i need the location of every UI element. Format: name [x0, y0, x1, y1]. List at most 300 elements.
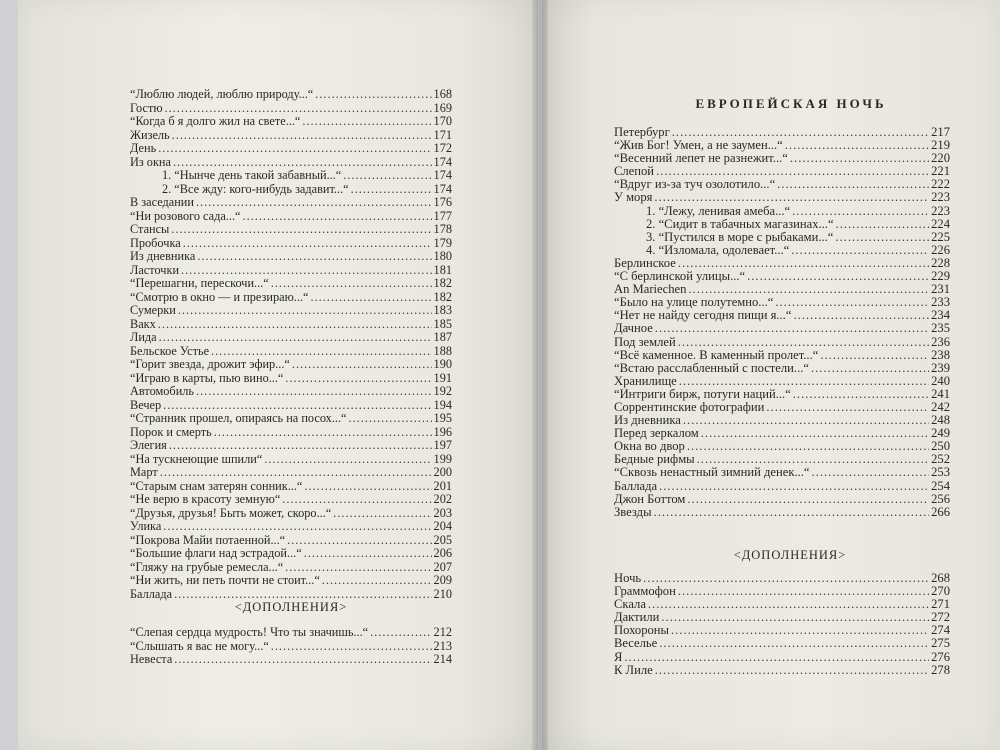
- dot-leader: [687, 440, 929, 453]
- toc-entry: [614, 637, 950, 650]
- toc-entry-title: Веселье: [614, 636, 658, 651]
- dot-leader: [351, 183, 432, 197]
- dot-leader: [163, 399, 431, 413]
- dot-leader: [173, 156, 432, 170]
- toc-entry-title: Под землей: [614, 334, 676, 349]
- toc-entry-page: 187: [433, 330, 452, 344]
- toc-entry-title: Гостю: [130, 100, 163, 115]
- toc-entry-page: 274: [931, 623, 950, 638]
- dot-leader: [169, 439, 432, 453]
- toc-entry-title: “Горит звезда, дрожит эфир...“: [130, 357, 290, 371]
- toc-entry-page: 226: [931, 242, 950, 257]
- dot-leader: [793, 309, 929, 322]
- toc-entry-title: Дачное: [614, 321, 653, 336]
- toc-entry-page: 181: [433, 262, 452, 277]
- dot-leader: [683, 414, 929, 427]
- toc-entry-title: Лида: [130, 330, 157, 344]
- dot-leader: [310, 291, 431, 305]
- toc-entry: [130, 412, 452, 426]
- toc-entry-page: 206: [433, 546, 452, 560]
- dot-leader: [271, 277, 432, 291]
- toc-entry: [130, 102, 452, 116]
- dot-leader: [836, 218, 930, 231]
- toc-entry-title: Вечер: [130, 397, 162, 412]
- toc-entry: [614, 309, 950, 322]
- toc-entry-title: “Ни розового сада...“: [130, 208, 241, 223]
- toc-entry-title: Хранилище: [614, 373, 677, 388]
- toc-entry-title: “Перешагни, перескочи...“: [130, 276, 269, 290]
- toc-entry: [614, 651, 950, 664]
- toc-entry-title: “Гляжу на грубые ремесла...“: [130, 559, 284, 574]
- toc-entry-page: 196: [433, 424, 452, 439]
- toc-entry: [614, 218, 950, 231]
- dot-leader: [785, 139, 929, 152]
- dot-leader: [302, 115, 431, 129]
- dot-leader: [171, 223, 431, 237]
- toc-entry-page: 256: [931, 491, 950, 506]
- toc-entry-title: “Люблю людей, люблю природу...“: [130, 87, 314, 101]
- toc-entry-page: 203: [433, 505, 452, 520]
- toc-entry: [614, 585, 950, 598]
- toc-entry-page: 228: [931, 255, 950, 270]
- dot-leader: [183, 237, 432, 251]
- dot-leader: [349, 412, 432, 426]
- toc-entry-title: Похороны: [614, 623, 669, 638]
- toc-entry-page: 182: [433, 276, 452, 290]
- toc-entry: [130, 88, 452, 102]
- toc-entry-title: An Mariechen: [614, 282, 687, 297]
- toc-entry-title: Ночь: [614, 571, 642, 585]
- toc-entry-page: 276: [931, 649, 950, 664]
- dot-leader: [679, 375, 929, 388]
- toc-entry: [614, 362, 950, 375]
- dot-leader: [792, 205, 929, 218]
- toc-entry-page: 220: [931, 151, 950, 166]
- dot-leader: [655, 664, 929, 677]
- dot-leader: [196, 196, 432, 210]
- toc-entry-page: 176: [433, 195, 452, 209]
- toc-entry-page: 223: [931, 203, 950, 218]
- toc-entry-title: Петербург: [614, 125, 670, 139]
- toc-entry-page: 217: [931, 125, 950, 139]
- dot-leader: [214, 426, 432, 440]
- toc-entry: [130, 331, 452, 345]
- dot-leader: [158, 318, 432, 332]
- toc-entry-title: Из дневника: [614, 413, 681, 428]
- toc-entry-title: Слепой: [614, 164, 655, 179]
- toc-entry: [614, 480, 950, 493]
- toc-entry-title: Бедные рифмы: [614, 452, 695, 467]
- dot-leader: [747, 270, 929, 283]
- toc-entry-page: 212: [433, 625, 452, 639]
- toc-entry-title: “Когда б я долго жил на свете...“: [130, 114, 301, 128]
- dot-leader: [165, 102, 432, 116]
- toc-entry: [130, 626, 452, 640]
- dot-leader: [174, 588, 431, 602]
- toc-entry-page: 190: [433, 357, 452, 371]
- toc-entry-page: 252: [931, 452, 950, 467]
- toc-entry: [130, 534, 452, 548]
- dot-leader: [243, 210, 432, 224]
- toc-entry-page: 177: [433, 208, 452, 223]
- toc-entry: [614, 349, 950, 362]
- dot-leader: [648, 598, 929, 611]
- toc-entry-title: Жизель: [130, 127, 170, 142]
- toc-entry-page: 169: [433, 100, 452, 115]
- toc-entry: [130, 115, 452, 129]
- toc-entry-title: Баллада: [130, 586, 173, 601]
- dot-leader: [174, 653, 431, 667]
- toc-entry-title: “Большие флаги над эстрадой...“: [130, 546, 302, 560]
- toc-entry-title: Пробочка: [130, 235, 181, 250]
- toc-entry: [614, 375, 950, 388]
- toc-entry-title: “Встаю расслабленный с постели...“: [614, 360, 809, 375]
- toc-entry: [614, 322, 950, 335]
- toc-entry-title: Ласточки: [130, 262, 180, 277]
- toc-entry-title: 1. “Нынче день такой забавный...“: [162, 168, 342, 182]
- toc-entry-title: “Старым снам затерян сонник...“: [130, 478, 303, 493]
- toc-entry-page: 238: [931, 347, 950, 362]
- dot-leader: [671, 624, 929, 637]
- toc-entry-title: “Не верю в красоту земную“: [130, 492, 281, 506]
- toc-entry-page: 201: [433, 478, 452, 493]
- dot-leader: [659, 480, 929, 493]
- toc-entry-title: Бельское Устье: [130, 343, 210, 358]
- toc-entry-title: Звезды: [614, 504, 652, 519]
- toc-entry: [614, 336, 950, 349]
- toc-entry-page: 272: [931, 610, 950, 625]
- dot-leader: [322, 574, 432, 588]
- toc-entry-title: “С берлинской улицы...“: [614, 269, 746, 284]
- toc-entry: [130, 453, 452, 467]
- toc-entry-page: 192: [433, 384, 452, 398]
- toc-entry-title: “Жив Бог! Умен, а не заумен...“: [614, 138, 783, 153]
- toc-entry-page: 170: [433, 114, 452, 128]
- right-toc-list: [614, 126, 950, 519]
- toc-entry-title: Джон Боттом: [614, 491, 686, 506]
- dot-leader: [777, 178, 929, 191]
- toc-entry: [130, 385, 452, 399]
- toc-entry-title: Вакх: [130, 316, 156, 331]
- dot-leader: [775, 296, 929, 309]
- toc-entry-title: Окна во двор: [614, 439, 685, 454]
- toc-entry-page: 235: [931, 321, 950, 336]
- toc-entry-title: Порок и смерть: [130, 424, 212, 439]
- toc-entry: [614, 191, 950, 204]
- toc-entry-title: Сумерки: [130, 303, 176, 317]
- dot-leader: [163, 520, 431, 534]
- toc-entry-page: 231: [931, 282, 950, 297]
- toc-entry-page: 275: [931, 636, 950, 651]
- toc-entry: [130, 466, 452, 480]
- toc-entry-page: 233: [931, 295, 950, 310]
- dot-leader: [812, 466, 930, 479]
- dot-leader: [172, 129, 432, 143]
- toc-entry: [130, 480, 452, 494]
- toc-entry: [130, 588, 452, 602]
- toc-entry: [614, 178, 950, 191]
- toc-entry: [130, 358, 452, 372]
- toc-entry-title: Невеста: [130, 652, 173, 666]
- toc-entry-title: 1. “Лежу, ленивая амеба...“: [646, 203, 791, 218]
- toc-entry-title: Перед зеркалом: [614, 426, 699, 441]
- toc-entry: [614, 506, 950, 519]
- toc-entry-title: Из окна: [130, 154, 171, 169]
- toc-entry-title: “Вдруг из-за туч озолотило...“: [614, 177, 776, 192]
- toc-entry-page: 174: [433, 168, 452, 182]
- toc-entry: [614, 466, 950, 479]
- dot-leader: [333, 507, 431, 521]
- toc-entry-title: Дактили: [614, 610, 660, 625]
- dot-leader: [793, 388, 929, 401]
- book-gutter: [532, 0, 548, 750]
- toc-entry-page: 195: [433, 411, 452, 425]
- toc-entry-page: 168: [433, 87, 452, 101]
- toc-entry-title: Из дневника: [130, 249, 196, 263]
- toc-entry: [130, 507, 452, 521]
- toc-entry: [130, 304, 452, 318]
- dot-leader: [264, 453, 431, 467]
- toc-entry-page: 209: [433, 573, 452, 587]
- toc-entry: [130, 210, 452, 224]
- dot-leader: [624, 651, 929, 664]
- dot-leader: [655, 322, 929, 335]
- toc-entry-title: День: [130, 141, 157, 155]
- dot-leader: [643, 572, 929, 585]
- toc-entry-title: “Интриги бирж, потуги наций...“: [614, 386, 791, 401]
- toc-entry-title: К Лиле: [614, 662, 653, 677]
- toc-entry-page: 172: [433, 141, 452, 155]
- dot-leader: [343, 169, 431, 183]
- toc-entry-page: 213: [433, 638, 452, 653]
- toc-entry-page: 254: [931, 478, 950, 493]
- toc-entry: [130, 196, 452, 210]
- toc-entry: [130, 547, 452, 561]
- toc-entry: [130, 426, 452, 440]
- dot-leader: [282, 493, 431, 507]
- toc-entry: [130, 142, 452, 156]
- toc-entry: [614, 598, 950, 611]
- toc-entry: [614, 493, 950, 506]
- toc-entry: [130, 183, 452, 197]
- toc-entry-page: 207: [433, 559, 452, 574]
- dot-leader: [315, 88, 431, 102]
- toc-entry-title: “Слышать я вас не могу...“: [130, 638, 269, 653]
- dot-leader: [791, 244, 929, 257]
- dot-leader: [654, 506, 930, 519]
- toc-entry-page: 180: [433, 249, 452, 263]
- dot-leader: [197, 250, 431, 264]
- dot-leader: [285, 372, 431, 386]
- toc-entry-title: Берлинское: [614, 255, 676, 270]
- toc-entry-title: “Было на улице полутемно...“: [614, 295, 774, 310]
- toc-entry-page: 222: [931, 177, 950, 192]
- toc-entry-page: 202: [433, 492, 452, 506]
- toc-entry: [614, 231, 950, 244]
- toc-entry: [130, 250, 452, 264]
- toc-entry: [130, 399, 452, 413]
- toc-entry: [130, 318, 452, 332]
- toc-entry-title: “Играю в карты, пью вино...“: [130, 370, 284, 385]
- toc-entry: [130, 264, 452, 278]
- dot-leader: [790, 152, 929, 165]
- toc-entry-page: 253: [931, 465, 950, 480]
- toc-entry: [130, 640, 452, 654]
- toc-entry-page: 179: [433, 235, 452, 250]
- toc-entry-title: Март: [130, 465, 158, 479]
- dot-leader: [158, 142, 431, 156]
- toc-entry: [130, 574, 452, 588]
- toc-entry-page: 242: [931, 399, 950, 414]
- toc-entry-page: 214: [433, 652, 452, 666]
- toc-entry-title: “Ни жить, ни петь почти не стоит...“: [130, 573, 320, 587]
- toc-entry: [130, 223, 452, 237]
- right-section-title: ЕВРОПЕЙСКАЯ НОЧЬ: [695, 96, 887, 111]
- toc-entry-page: 188: [433, 343, 452, 358]
- dot-leader: [654, 191, 929, 204]
- toc-entry-page: 182: [433, 289, 452, 304]
- toc-entry-title: 2. “Все жду: кого-нибудь задавит...“: [162, 181, 349, 196]
- left-toc-list: [130, 88, 452, 601]
- toc-entry-title: 4. “Изломала, одолевает...“: [646, 242, 790, 257]
- toc-entry-page: 210: [433, 586, 452, 601]
- dot-leader: [659, 637, 929, 650]
- dot-leader: [701, 427, 929, 440]
- toc-entry-page: 178: [433, 222, 452, 236]
- toc-entry-title: У моря: [614, 190, 653, 205]
- toc-entry: [130, 561, 452, 575]
- toc-entry-title: “Слепая сердца мудрость! Что ты значишь...“: [130, 625, 369, 639]
- toc-entry-title: “Нет не найду сегодня пищи я...“: [614, 308, 792, 323]
- toc-entry-page: 205: [433, 532, 452, 547]
- toc-entry-page: 171: [433, 127, 452, 142]
- dot-leader: [661, 611, 929, 624]
- toc-entry-page: 191: [433, 370, 452, 385]
- dot-leader: [820, 349, 929, 362]
- dot-leader: [178, 304, 432, 318]
- dot-leader: [160, 466, 432, 480]
- toc-entry-page: 239: [931, 360, 950, 375]
- toc-entry-title: Я: [614, 649, 623, 664]
- dot-leader: [370, 626, 431, 640]
- toc-entry: [130, 345, 452, 359]
- toc-entry-title: Баллада: [614, 478, 658, 493]
- toc-entry-title: “На тускнеющие шпили“: [130, 451, 263, 466]
- toc-entry-page: 185: [433, 316, 452, 331]
- toc-entry-title: Соррентинские фотографии: [614, 399, 765, 414]
- toc-entry: [614, 664, 950, 677]
- toc-entry: [130, 237, 452, 251]
- toc-entry-title: “Весенний лепет не разнежит...“: [614, 151, 788, 166]
- dot-leader: [271, 640, 432, 654]
- dot-leader: [292, 358, 432, 372]
- toc-entry-page: 240: [931, 373, 950, 388]
- toc-entry-page: 234: [931, 308, 950, 323]
- toc-entry: [130, 493, 452, 507]
- toc-entry-page: 174: [433, 154, 452, 169]
- toc-entry-title: “Смотрю в окно — и презираю...“: [130, 289, 309, 304]
- toc-entry-page: 278: [931, 662, 950, 677]
- dot-leader: [181, 264, 432, 278]
- toc-entry-page: 224: [931, 216, 950, 231]
- dot-leader: [196, 385, 432, 399]
- dot-leader: [304, 547, 432, 561]
- toc-entry-page: 204: [433, 519, 452, 533]
- toc-entry-page: 223: [931, 190, 950, 205]
- toc-entry-page: 268: [931, 571, 950, 585]
- toc-entry: [130, 653, 452, 667]
- toc-entry-page: 229: [931, 269, 950, 284]
- toc-entry-title: 3. “Пустился в море с рыбаками...“: [646, 229, 834, 244]
- left-supplement-list: [130, 626, 452, 667]
- toc-entry-page: 221: [931, 164, 950, 179]
- toc-entry-page: 249: [931, 426, 950, 441]
- toc-entry-page: 266: [931, 504, 950, 519]
- toc-entry: [130, 439, 452, 453]
- toc-entry-page: 270: [931, 584, 950, 599]
- toc-entry-page: 199: [433, 451, 452, 466]
- dot-leader: [811, 362, 929, 375]
- toc-entry: [130, 169, 452, 183]
- toc-entry: [130, 291, 452, 305]
- toc-entry-page: 271: [931, 597, 950, 612]
- toc-entry-page: 236: [931, 334, 950, 349]
- toc-entry: [614, 205, 950, 218]
- dot-leader: [285, 561, 431, 575]
- dot-leader: [678, 585, 929, 598]
- toc-entry: [614, 152, 950, 165]
- toc-entry-title: Улика: [130, 519, 162, 533]
- dot-leader: [766, 401, 929, 414]
- toc-entry-title: “Друзья, друзья! Быть может, скоро...“: [130, 505, 332, 520]
- toc-entry: [614, 244, 950, 257]
- toc-entry-page: 174: [433, 181, 452, 196]
- toc-entry-title: “Покрова Майи потаенной...“: [130, 532, 286, 547]
- dot-leader: [287, 534, 431, 548]
- toc-entry-page: 197: [433, 438, 452, 452]
- toc-entry-page: 194: [433, 397, 452, 412]
- toc-entry-page: 248: [931, 413, 950, 428]
- toc-entry: [130, 156, 452, 170]
- dot-leader: [835, 231, 929, 244]
- toc-entry: [130, 520, 452, 534]
- toc-entry-title: Граммофон: [614, 584, 676, 599]
- toc-entry-title: “Всё каменное. В каменный пролет...“: [614, 347, 819, 362]
- toc-entry-title: Автомобиль: [130, 384, 195, 398]
- right-supplement-title: <ДОПОЛНЕНИЯ>: [733, 548, 847, 562]
- toc-entry-page: 183: [433, 303, 452, 317]
- toc-entry-page: 241: [931, 386, 950, 401]
- toc-entry-title: В заседании: [130, 195, 194, 209]
- toc-entry-title: 2. “Сидит в табачных магазинах...“: [646, 216, 834, 231]
- toc-entry-title: Стансы: [130, 222, 170, 236]
- dot-leader: [211, 345, 432, 359]
- toc-entry: [614, 624, 950, 637]
- toc-entry-title: “Сквозь ненастный зимний денек...“: [614, 465, 810, 480]
- dot-leader: [304, 480, 431, 494]
- toc-entry-title: Скала: [614, 597, 646, 612]
- toc-entry-page: 219: [931, 138, 950, 153]
- toc-entry-title: “Странник прошел, опираясь на посох...“: [130, 411, 347, 425]
- toc-entry: [130, 372, 452, 386]
- toc-entry-page: 250: [931, 439, 950, 454]
- toc-entry: [130, 129, 452, 143]
- dot-leader: [687, 493, 929, 506]
- toc-entry-title: Элегия: [130, 438, 167, 452]
- left-supplement-title: <ДОПОЛНЕНИЯ>: [234, 600, 348, 614]
- dot-leader: [159, 331, 432, 345]
- toc-entry: [130, 277, 452, 291]
